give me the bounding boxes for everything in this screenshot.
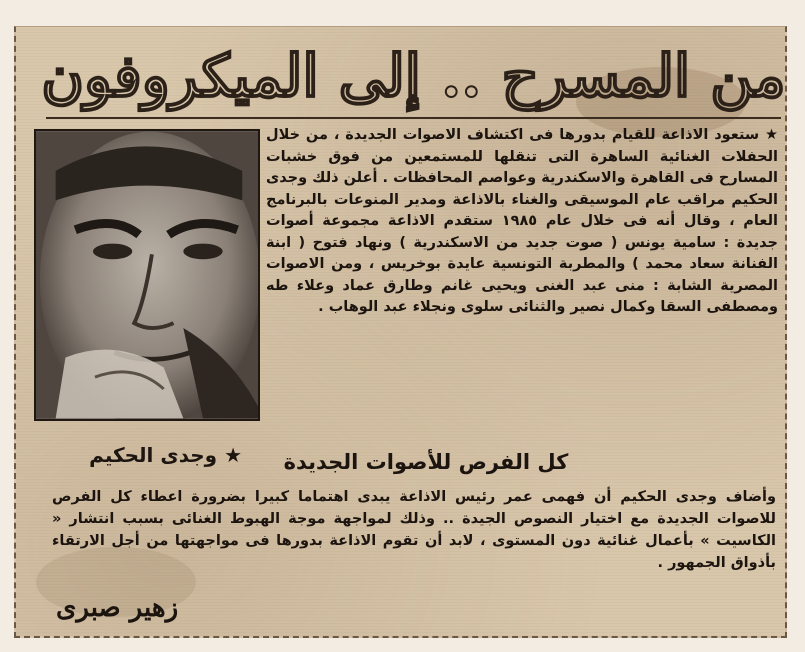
headline: من المسرح .. إلى الميكروفون — [41, 42, 786, 110]
second-paragraph — [52, 486, 776, 574]
portrait-photo — [34, 129, 260, 421]
lead-paragraph — [266, 125, 778, 319]
lead-paragraph-text: ★ ستعود الاذاعة للقيام بدورها فى اكتشاف الاصوات الجديدة ، من خلال الحفلات الغنائية الساهرة التى تنقلها للمستمعين من فوق خشبات المسارح فى القاهرة والاسكندرية وعواصم المحافظات . أعلن ذلك وجدى الحكيم مراقب عام الموسيقى والغناء بالاذاعة ومدير المنوعات بالبرنامج العام ، وقال أنه فى خلال عام ١٩٨٥ ستقدم الاذاعة مجموعة أصوات جديدة : سامية يونس ( صوت جديد من الاسكندرية ) ونهاد فتوح ( ابنة الفنانة سعاد محمد ) والمطربة التونسية عايدة بوخريس ، ومن الاصوات المصرية الشابة : منى عبد الغنى ويحيى غانم وطارق عماد وعلاء طه ومصطفى السقا وكمال نصير والثنائى سلوى ونجلاء عبد الوهاب . — [266, 127, 778, 315]
second-paragraph-text: وأضاف وجدى الحكيم أن فهمى عمر رئيس الاذاعة يبدى اهتماما كبيرا بضرورة اعطاء كل الفرص للاصوات الجديدة مع اختيار النصوص الجيدة .. وذلك لمواجهة موجة الهبوط الغنائى بسبب انتشار « الكاسيت » بأعمال غنائية دون المستوى ، لابد أن تقوم الاذاعة بدورها فى مواجهتها من أجل الارتقاء بأذواق الجمهور . — [52, 489, 776, 571]
subheading: كل الفرص للأصوات الجديدة — [283, 450, 569, 474]
photo-caption: ★ وجدى الحكيم — [89, 443, 242, 467]
headline-area — [41, 35, 786, 119]
portrait-image — [36, 131, 258, 419]
author-byline: زهير صبرى — [56, 593, 179, 623]
newspaper-clipping — [14, 26, 787, 638]
